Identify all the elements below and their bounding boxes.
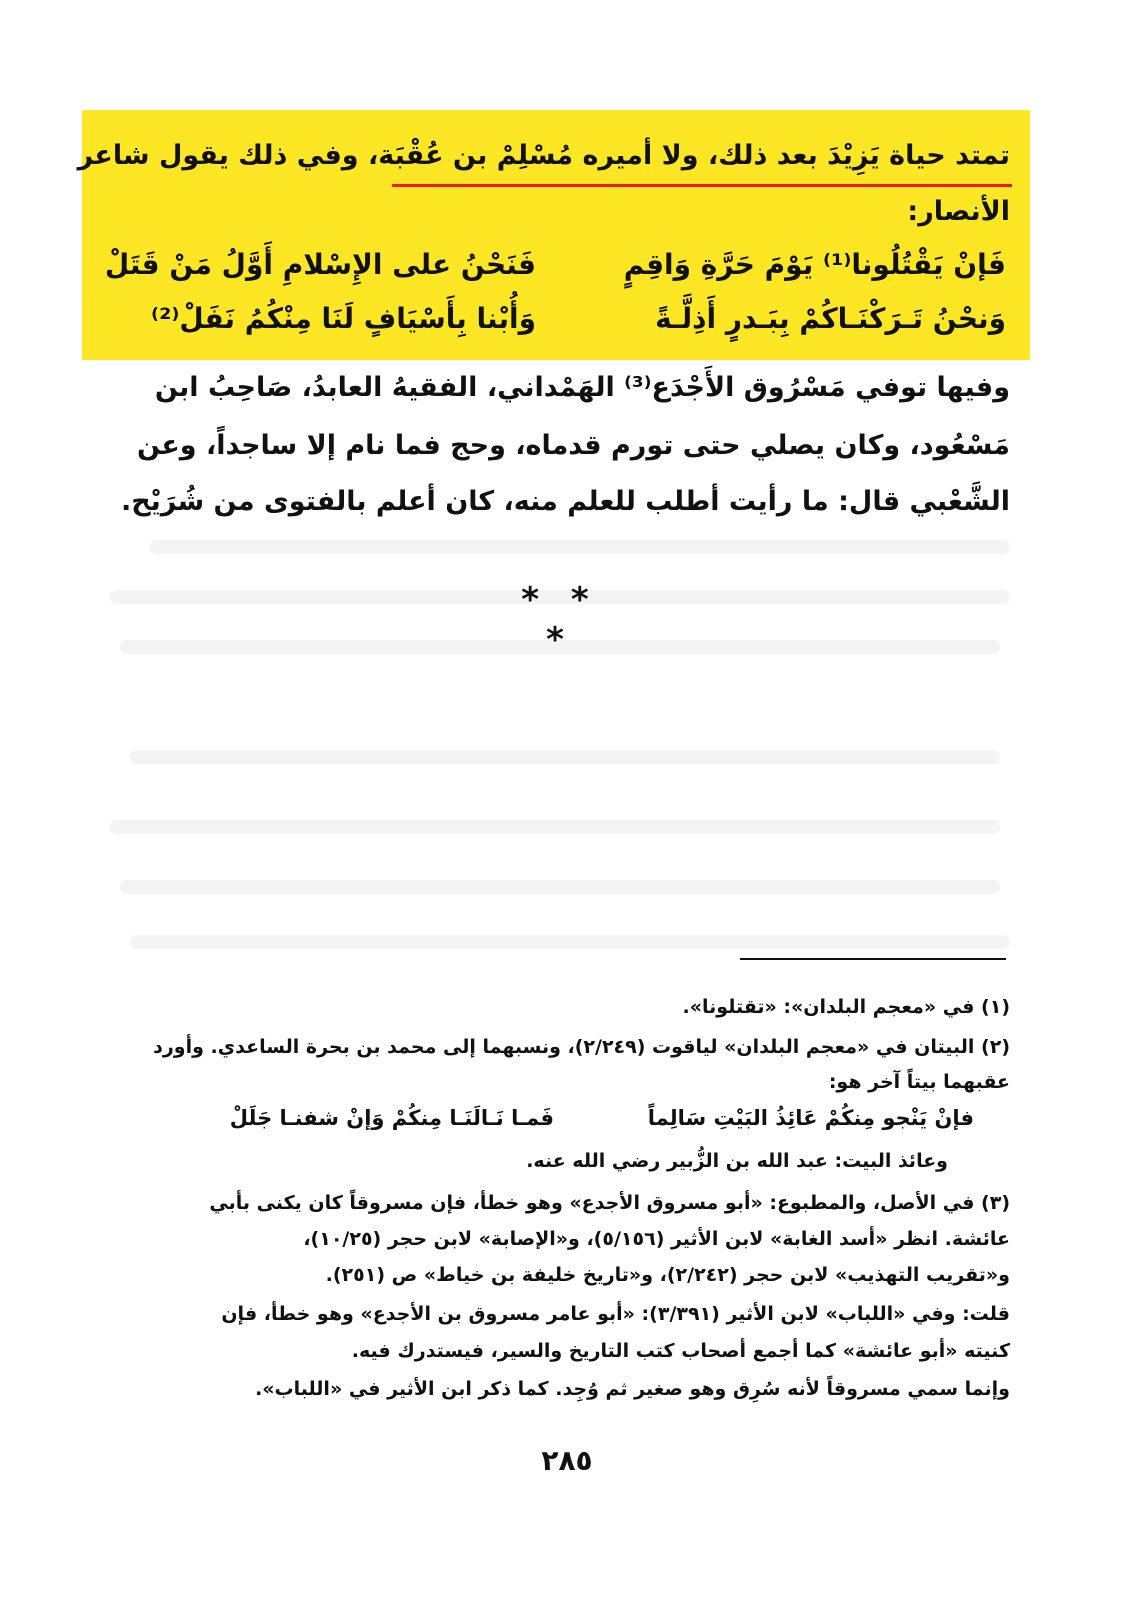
footnote-3-line-5: كنيته «أبو عائشة» كما أجمع أصحاب كتب التاريخ والسير، فيستدرك فيه. [351, 1340, 1010, 1362]
bleed-through-mark [150, 540, 1010, 554]
body-line-3: الشَّعْبي قال: ما رأيت أطلب للعلم منه، كان أعلم بالفتوى من شُرَيْح. [120, 486, 1010, 517]
verse-2-left-hemistich: وَأُبْنا بِأَسْيَافٍ لَنَا مِنْكُمُ نَفَلْ⁽²⁾ [150, 302, 536, 335]
footnote-3-line-4: قلت: وفي «اللباب» لابن الأثير (٣/٣٩١): «أبو عامر مسروق بن الأجدع» وهو خطأ، فإن [221, 1303, 1010, 1325]
footnote-3-line-3: و«تقريب التهذيب» لابن حجر (٢/٢٤٢)، و«تاريخ خليفة بن خياط» ص (٢٥١). [325, 1264, 1010, 1286]
bleed-through-mark [130, 935, 1010, 949]
footnote-2-verse-left: فَمـا نَـالَنَـا مِنكُمْ وَإنْ شفنـا جَلَلْ [229, 1106, 554, 1130]
footnote-1: (١) في «معجم البلدان»: «تقتلونا». [682, 996, 1010, 1018]
footnote-2-line-1: (٢) البيتان في «معجم البلدان» لياقوت (٢/٢٤٩)، ونسبهما إلى محمد بن بحرة الساعدي. وأورد [153, 1036, 1010, 1058]
paragraph-line-1: تمتد حياة يَزِيْدَ بعد ذلك، ولا أميره مُسْلِمْ بن عُقْبَة، وفي ذلك يقول شاعر [77, 140, 1010, 171]
bleed-through-mark [110, 820, 1000, 834]
paragraph-line-2: الأنصار: [907, 196, 1010, 227]
body-line-1: وفيها توفي مَسْرُوق الأَجْدَع⁽³⁾ الهَمْداني، الفقيهُ العابدُ، صَاحِبُ ابن [154, 372, 1010, 403]
verse-1-left-hemistich: فَنَحْنُ على الإِسْلامِ أَوَّلُ مَنْ قَتَلْ [104, 248, 536, 281]
verse-1-right-hemistich: فَإنْ يَقْتُلُونا⁽¹⁾ يَوْمَ حَرَّةِ وَاقِمٍ [623, 248, 1006, 281]
bleed-through-mark [120, 880, 1000, 894]
footnote-2-verse-right: فإنْ يَنْجو مِنكُمْ عَائِذُ البَيْتِ سَالِماً [647, 1106, 974, 1130]
verse-2-right-hemistich: وَنحْنُ تَـرَكْنَـاكُمْ بِبَـدرٍ أَذِلَّـةً [655, 302, 1006, 335]
bleed-through-mark [130, 750, 1000, 764]
section-separator-stars: * * * [521, 580, 599, 660]
footnote-3-line-2: عائشة. انظر «أسد الغابة» لابن الأثير (٥/١٥٦)، و«الإصابة» لابن حجر (١٠/٢٥)، [303, 1228, 1010, 1250]
footnote-2-line-3: وعائذ البيت: عبد الله بن الزُّبير رضي الله عنه. [526, 1150, 948, 1172]
footnote-2-line-2: عقبهما بيتاً آخر هو: [828, 1071, 1010, 1093]
red-underline [392, 184, 1012, 187]
page-number: ٢٨٥ [541, 1444, 593, 1477]
body-line-2: مَسْعُود، وكان يصلي حتى تورم قدماه، وحج فما نام إلا ساجداً، وعن [137, 430, 1010, 461]
footnote-separator-line [740, 958, 1006, 960]
footnote-3-line-1: (٣) في الأصل، والمطبوع: «أبو مسروق الأجدع» وهو خطأ، فإن مسروقاً كان يكنى بأبي [209, 1192, 1010, 1214]
footnote-3-line-6: وإنما سمي مسروقاً لأنه سُرِق وهو صغير ثم وُجِد. كما ذكر ابن الأثير في «اللباب». [255, 1378, 1010, 1400]
